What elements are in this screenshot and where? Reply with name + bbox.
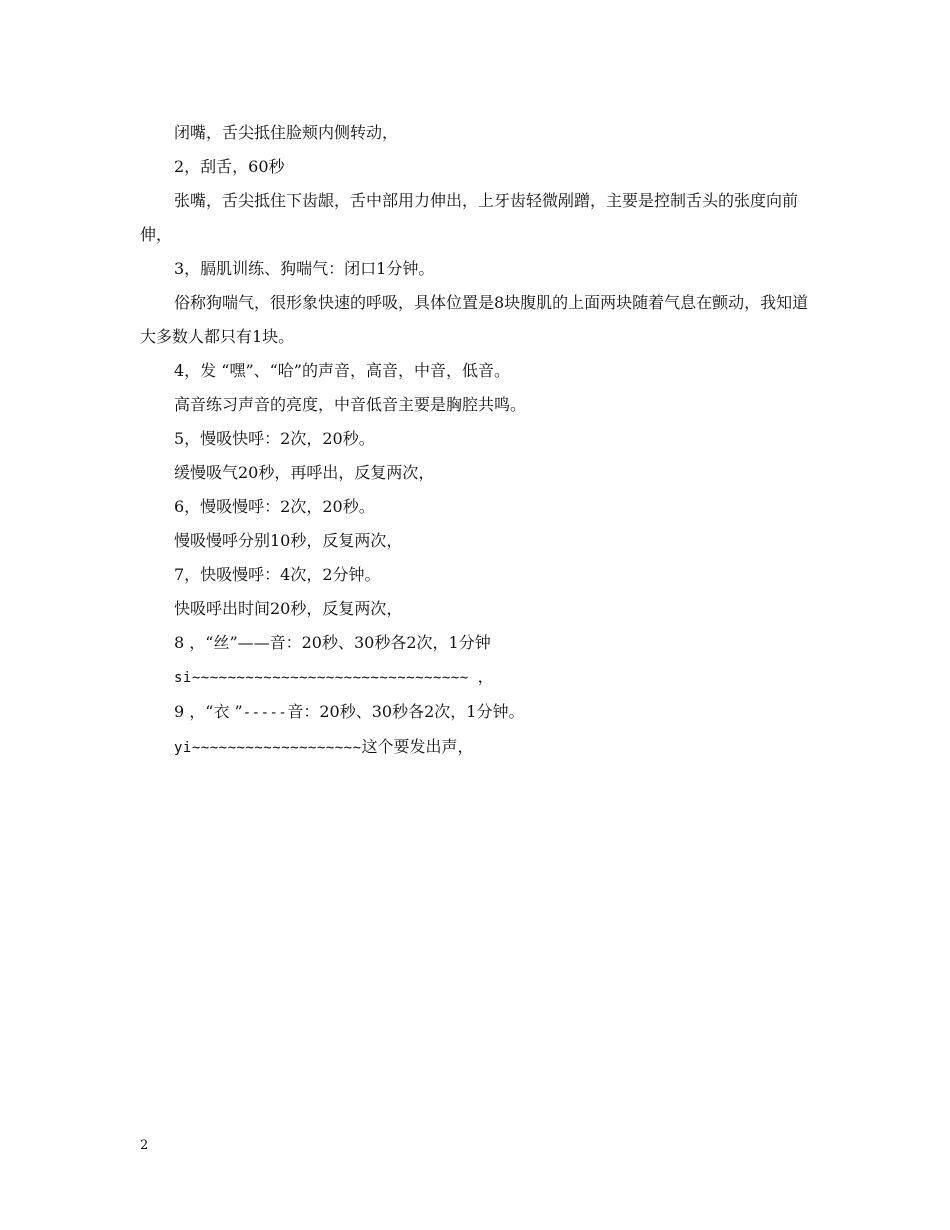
paragraph-4: 3，膈肌训练、狗喘气：闭口1分钟。 <box>174 259 435 278</box>
yi-line-tail: 这个要发出声， <box>361 737 474 756</box>
paragraph-2: 2，刮舌，60秒 <box>174 157 285 176</box>
item-9-dashes: ----- <box>242 705 288 721</box>
paragraph-3: 张嘴，舌尖抵住下齿龈，舌中部用力伸出，上牙齿轻微剐蹭，主要是控制舌头的张度向前伸， <box>140 191 799 244</box>
document-body <box>140 116 812 765</box>
paragraph-11: 慢吸慢呼分别10秒，反复两次， <box>174 531 403 550</box>
paragraph-6: 4，发 “嘿”、“哈”的声音，高音，中音，低音。 <box>174 361 510 380</box>
paragraph-14: 8 ，“丝”——音：20秒、30秒各2次，1分钟 <box>174 633 491 652</box>
si-tilde-run: si~~~~~~~~~~~~~~~~~~~~~~~~~~~~~~~ <box>174 670 478 686</box>
paragraph-7: 高音练习声音的亮度，中音低音主要是胸腔共鸣。 <box>174 395 527 414</box>
yi-sound-line <box>140 730 812 765</box>
yi-tilde-run: yi~~~~~~~~~~~~~~~~~~~ <box>174 740 362 756</box>
item-9-line <box>140 695 812 730</box>
item-9-prefix: 9 ，“衣 ” <box>174 702 243 721</box>
paragraph-1: 闭嘴，舌尖抵住脸颊内侧转动， <box>174 123 399 142</box>
paragraph-10: 6，慢吸慢呼：2次，20秒。 <box>174 497 375 516</box>
si-sound-line <box>140 660 812 695</box>
paragraph-9: 缓慢吸气20秒，再呼出，反复两次， <box>174 463 435 482</box>
paragraph-8: 5，慢吸快呼：2次，20秒。 <box>174 429 375 448</box>
paragraph-5: 俗称狗喘气，很形象快速的呼吸，具体位置是8块腹肌的上面两块随着气息在颤动，我知道大多数人都只有1块。 <box>140 293 809 346</box>
paragraph-13: 快吸呼出时间20秒，反复两次， <box>174 599 403 618</box>
item-9-suffix: 音：20秒、30秒各2次，1分钟。 <box>287 702 525 721</box>
paragraph-12: 7，快吸慢呼：4次，2分钟。 <box>174 565 381 584</box>
page-number: 2 <box>140 1138 149 1153</box>
si-line-tail: ， <box>477 667 494 686</box>
